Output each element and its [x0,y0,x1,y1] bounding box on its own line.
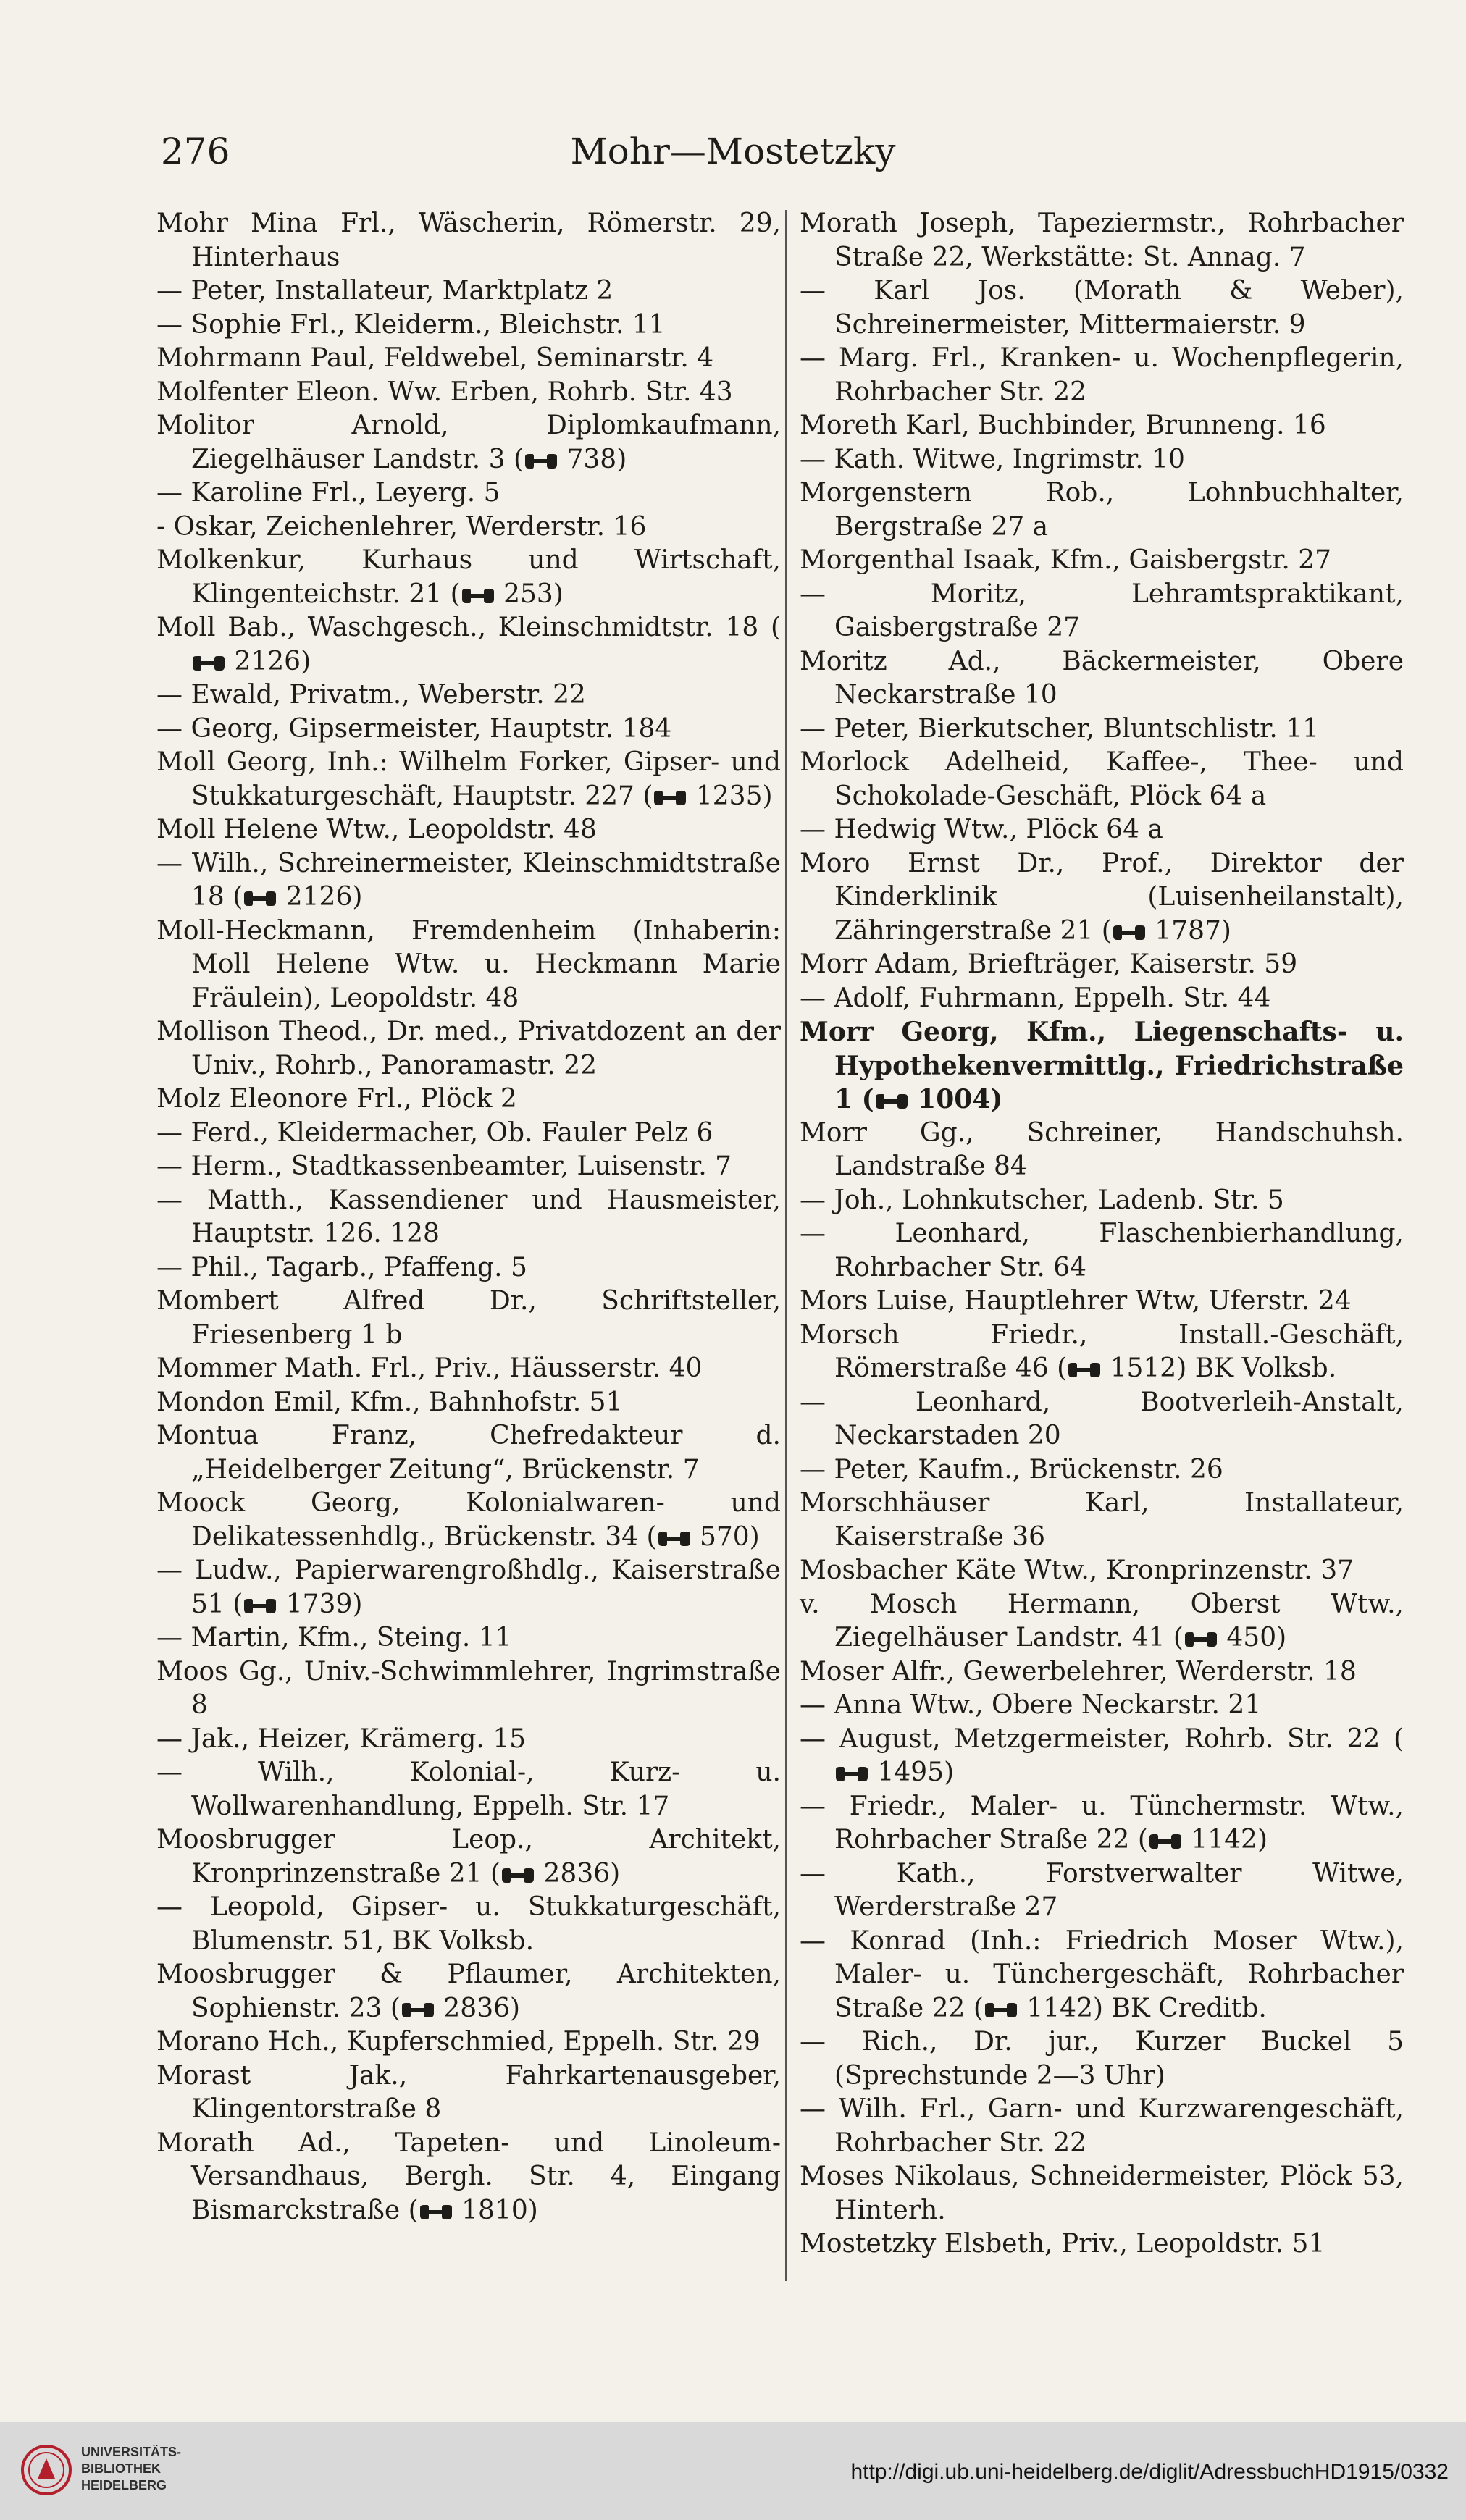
directory-entry [800,1487,1404,1554]
entry-text: — Joh., Lohnkutscher, Ladenb. Str. 5 [800,1185,1284,1215]
directory-entry [156,376,781,410]
directory-entry [800,847,1404,949]
directory-entry [800,1689,1404,1723]
entry-text: v. Mosch Hermann, Oberst Wtw., Ziegelhäuser Landstr. 41 ( [800,1589,1404,1652]
directory-entry [800,544,1404,578]
entry-text: Moritz Ad., Bäckermeister, Obere Neckarstraße 10 [800,646,1404,710]
entry-text: — Jak., Heizer, Krämerg. 15 [156,1723,527,1754]
phone-number: 738 [566,444,617,474]
entry-text: Moosbrugger Leop., Architekt, Kronprinzenstraße 21 ( [156,1825,781,1889]
entry-text: — Wilh., Schreinermeister, Kleinschmidtstraße 18 ( [156,848,781,912]
entry-text: — Leonhard, Bootverleih-Anstalt, Neckarstaden 20 [800,1387,1404,1450]
directory-entry [800,1386,1404,1453]
entry-text-after: ) [553,579,564,609]
directory-entry [156,409,781,476]
directory-entry [800,2025,1404,2093]
phone-number: 253 [503,579,553,609]
entry-text: — Moritz, Lehramtspraktikant, Gaisbergstraße 27 [800,579,1404,642]
directory-entry [800,274,1404,342]
telephone-icon [1148,1834,1183,1849]
directory-entry [156,1723,781,1757]
entry-text: — Sophie Frl., Kleiderm., Bleichstr. 11 [156,309,666,340]
entry-text: — Ferd., Kleidermacher, Ob. Fauler Pelz 6 [156,1117,713,1148]
directory-entry [800,1453,1404,1487]
directory-entry [800,409,1404,443]
entry-text: — Martin, Kfm., Steing. 11 [156,1623,512,1652]
phone-number: 1235 [695,781,763,811]
entry-text: — Konrad (Inh.: Friedrich Moser Wtw.), Maler- u. Tünchergeschäft, Rohrbacher Straße 22 ( [800,1925,1404,2023]
entry-text: Moosbrugger & Pflaumer, Architekten, Sophienstr. 23 ( [156,1960,781,2023]
entry-text-after: ) [1257,1825,1268,1855]
directory-entry [156,1487,781,1554]
entry-text: Moreth Karl, Buchbinder, Brunneng. 16 [800,411,1326,440]
entry-text-after: ) [990,1084,1003,1114]
directory-entry [800,1588,1404,1655]
viewer-footer [0,2422,1466,2520]
entry-text-after: ) [762,781,773,811]
directory-entry [800,1790,1404,1857]
telephone-icon [524,453,558,469]
entry-text: — Friedr., Maler- u. Tünchermstr. Wtw., Rohrbacher Straße 22 ( [800,1791,1404,1855]
entry-text: Moos Gg., Univ.-Schwimmlehrer, Ingrimstraße 8 [156,1656,781,1720]
entry-text-after: ) [610,1858,621,1889]
page-number: 276 [161,130,230,172]
telephone-icon [1067,1362,1102,1378]
directory-entry [800,342,1404,409]
entry-text: — Matth., Kassendiener und Hausmeister, Hauptstr. 126. 128 [156,1185,781,1248]
phone-number: 1495 [877,1757,944,1787]
directory-entry [800,713,1404,747]
entry-text-after: ) [527,2195,538,2225]
entry-text: — Georg, Gipsermeister, Hauptstr. 184 [156,713,672,744]
phone-number: 1004 [918,1084,991,1114]
entry-text: Moock Georg, Kolonialwaren- und Delikatessenhdlg., Brückenstr. 34 ( [156,1488,781,1552]
directory-entry [156,1891,781,1958]
directory-entry [800,207,1404,274]
page-title: Mohr—Mostetzky [570,130,896,172]
phone-number: 570 [699,1521,750,1552]
directory-entry [800,813,1404,847]
entry-text: Morast Jak., Fahrkartenausgeber, Klingentorstraße 8 [156,2060,781,2124]
entry-text-after: ) [352,1589,363,1619]
directory-entry [800,1655,1404,1689]
entry-text: Moll-Heckmann, Fremdenheim (Inhaberin: Moll Helene Wtw. u. Heckmann Marie Fräulein), Leopoldstr. 48 [156,915,781,1013]
entry-text: Mollison Theod., Dr. med., Privatdozent an der Univ., Rohrb., Panoramastr. 22 [156,1017,781,1080]
entry-text: — Karoline Frl., Leyerg. 5 [156,478,500,508]
directory-entry [156,476,781,511]
library-name: UNIVERSITÄTS- BIBLIOTHEK HEIDELBERG [81,2445,182,2492]
telephone-icon [243,1598,277,1614]
directory-entry [156,1756,781,1823]
entry-text: — Rich., Dr. jur., Kurzer Buckel 5 (Sprechstunde 2—3 Uhr) [800,2027,1404,2091]
directory-entry [156,308,781,343]
phone-number: 2126 [285,882,353,912]
telephone-icon [984,2002,1018,2018]
phone-number: 1787 [1155,915,1221,946]
directory-entry [800,443,1404,477]
entry-text-after: ) [616,444,627,474]
entry-text-after: ) [510,1993,521,2023]
phone-number: 450 [1226,1623,1277,1652]
entry-text: Mohrmann Paul, Feldwebel, Seminarstr. 4 [156,343,714,373]
telephone-icon [653,790,687,806]
entry-text: — Peter, Kaufm., Brückenstr. 26 [800,1454,1223,1484]
directory-entry [800,2227,1404,2261]
telephone-icon [1184,1631,1218,1647]
directory-entry [800,1857,1404,1925]
page-url-link[interactable]: http://digi.ub.uni-heidelberg.de/diglit/AdressbuchHD1915/0332 [850,2460,1449,2484]
telephone-icon [401,2002,435,2018]
directory-entry [800,948,1404,982]
directory-entry [156,1117,781,1151]
entry-text: Morgenstern Rob., Lohnbuchhalter, Bergstraße 27 a [800,478,1404,542]
entry-text: Mors Luise, Hauptlehrer Wtw, Uferstr. 24 [800,1286,1352,1316]
entry-text: — Wilh., Kolonial-, Kurz- u. Wollwarenhandlung, Eppelh. Str. 17 [156,1757,781,1821]
directory-entry [156,1823,781,1891]
entry-text: Mommer Math. Frl., Priv., Häusserstr. 40 [156,1353,703,1383]
telephone-icon [874,1093,909,1109]
entry-text: Moll Helene Wtw., Leopoldstr. 48 [156,815,597,844]
directory-entry [156,1184,781,1251]
phone-number: 2836 [543,1858,611,1889]
entry-text: Morlock Adelheid, Kaffee-, Thee- und Schokolade-Geschäft, Plöck 64 a [800,747,1404,811]
university-seal-icon [20,2444,72,2496]
phone-number: 1142 [1191,1825,1257,1855]
entry-text: Mosbacher Käte Wtw., Kronprinzenstr. 37 [800,1555,1354,1585]
page-header [0,0,1466,188]
entry-text: Moro Ernst Dr., Prof., Direktor der Kinderklinik (Luisenheilanstalt), Zähringerstraße 21 ( [800,848,1404,946]
directory-entry [800,2093,1404,2160]
entry-text: Moll Bab., Waschgesch., Kleinschmidtstr. 18 ( [156,613,781,642]
directory-entry [156,611,781,679]
entry-text: Morr Adam, Briefträger, Kaiserstr. 59 [800,949,1298,979]
directory-entry [156,1386,781,1420]
telephone-icon [461,588,495,604]
directory-entry [156,2059,781,2127]
entry-text: Morsch Friedr., Install.-Geschäft, Römerstraße 46 ( [800,1319,1404,1383]
directory-entry [800,1217,1404,1285]
entry-text-after: ) [301,646,311,676]
directory-entry [800,1723,1404,1790]
directory-entry [800,578,1404,645]
entry-text: Morano Hch., Kupferschmied, Eppelh. Str. 29 [156,2027,761,2057]
entry-text-after: ) BK Creditb. [1092,1993,1267,2023]
directory-entry [156,847,781,915]
entry-text: — Herm., Stadtkassenbeamter, Luisenstr. 7 [156,1151,732,1181]
entry-text: — Wilh. Frl., Garn- und Kurzwarengeschäft, Rohrbacher Str. 22 [800,2094,1404,2158]
entry-text: Mohr Mina Frl., Wäscherin, Römerstr. 29, Hinterhaus [156,209,781,272]
directory-entry [156,746,781,813]
entry-text: — Kath. Witwe, Ingrimstr. 10 [800,444,1185,474]
entry-text: Molitor Arnold, Diplomkaufmann, Ziegelhäuser Landstr. 3 ( [156,411,781,474]
entry-text: Morschhäuser Karl, Installateur, Kaiserstraße 36 [800,1488,1404,1552]
entry-text: Morr Georg, Kfm., Liegenschafts- u. Hypothekenvermittlg., Friedrichstraße 1 ( [800,1017,1404,1114]
directory-entry [800,1184,1404,1218]
directory-entry [800,746,1404,813]
entry-text: — Adolf, Fuhrmann, Eppelh. Str. 44 [800,983,1271,1013]
entry-text: — Leonhard, Flaschenbierhandlung, Rohrbacher Str. 64 [800,1219,1404,1282]
entry-text: — Peter, Bierkutscher, Bluntschlistr. 11 [800,713,1320,744]
telephone-icon [834,1766,869,1782]
directory-entry [156,1554,781,1621]
entry-text-after: ) BK Volksb. [1176,1353,1337,1383]
directory-entry [800,1925,1404,2026]
directory-entry [800,1117,1404,1184]
directory-entry [156,544,781,611]
directory-entry [156,1655,781,1723]
phone-number: 1512 [1110,1353,1177,1383]
directory-entry [800,2160,1404,2227]
directory-entry [800,1285,1404,1319]
telephone-icon [657,1531,692,1547]
entry-text: Moses Nikolaus, Schneidermeister, Plöck 53, Hinterh. [800,2162,1404,2225]
entry-text: — Phil., Tagarb., Pfaffeng. 5 [156,1252,527,1282]
entry-text: Morgenthal Isaak, Kfm., Gaisbergstr. 27 [800,545,1332,575]
entry-text: Moser Alfr., Gewerbelehrer, Werderstr. 18 [800,1656,1357,1687]
directory-entry [800,476,1404,544]
phone-number: 1739 [285,1589,353,1619]
telephone-icon [243,891,277,907]
entry-text-after: ) [944,1757,955,1787]
entry-text: — Ludw., Papierwarengroßhdlg., Kaiserstraße 51 ( [156,1555,781,1619]
entry-text: Montua Franz, Chefredakteur d. „Heidelberger Zeitung“, Brückenstr. 7 [156,1421,781,1484]
entry-text: — Kath., Forstverwalter Witwe, Werderstraße 27 [800,1858,1404,1922]
entry-text-after: ) [352,882,363,912]
directory-entry [800,645,1404,713]
entry-text: - Oskar, Zeichenlehrer, Werderstr. 16 [156,511,647,542]
phone-number: 2836 [443,1993,511,2023]
entry-text: Molz Eleonore Frl., Plöck 2 [156,1084,517,1114]
entry-text: Molfenter Eleon. Ww. Erben, Rohrb. Str. 43 [156,377,733,407]
entry-text: Mombert Alfred Dr., Schriftsteller, Friesenberg 1 b [156,1286,781,1350]
directory-entry [156,2025,781,2059]
entry-text: Molkenkur, Kurhaus und Wirtschaft, Klingenteichstr. 21 ( [156,545,781,609]
left-column [156,207,781,2227]
directory-entry [156,342,781,376]
telephone-icon [500,1868,535,1883]
directory-entry [156,2127,781,2228]
directory-entry [800,1554,1404,1588]
directory-entry [156,1419,781,1487]
directory-entry [156,1251,781,1285]
directory-entry [156,713,781,747]
directory-entry [156,915,781,1016]
directory-entry [156,1083,781,1117]
directory-entry [156,1285,781,1352]
directory-entry [800,982,1404,1016]
entry-text: — Hedwig Wtw., Plöck 64 a [800,815,1163,844]
entry-text: Morath Ad., Tapeten- und Linoleum-Versandhaus, Bergh. Str. 4, Eingang Bismarckstraße ( [156,2128,781,2225]
telephone-icon [1112,925,1147,941]
entry-text: Mondon Emil, Kfm., Bahnhofstr. 51 [156,1387,623,1417]
right-column [800,207,1404,2261]
entry-text: — Leopold, Gipser- u. Stukkaturgeschäft, Blumenstr. 51, BK Volksb. [156,1892,781,1956]
entry-text: — Peter, Installateur, Marktplatz 2 [156,276,613,306]
directory-entry [156,1150,781,1184]
entry-text: — Marg. Frl., Kranken- u. Wochenpflegerin, Rohrbacher Str. 22 [800,343,1404,407]
directory-entry [800,1015,1404,1117]
entry-text-after: ) [1220,915,1231,946]
directory-entry [156,1958,781,2025]
entry-text-after: ) [749,1521,760,1552]
directory-entry [156,207,781,274]
entry-text: — Karl Jos. (Morath & Weber), Schreinermeister, Mittermaierstr. 9 [800,276,1404,340]
telephone-icon [419,2204,453,2220]
entry-text: Morath Joseph, Tapeziermstr., Rohrbacher Straße 22, Werkstätte: St. Annag. 7 [800,209,1404,272]
entry-text: — Anna Wtw., Obere Neckarstr. 21 [800,1690,1262,1720]
directory-entry [156,679,781,713]
phone-number: 1142 [1026,1993,1093,2023]
directory-entry [156,511,781,545]
entry-text: — Ewald, Privatm., Weberstr. 22 [156,680,586,710]
directory-entry [156,1015,781,1083]
phone-number: 1810 [461,2195,528,2225]
entry-text-after: ) [1276,1623,1287,1652]
directory-entry [156,274,781,308]
entry-text: Moll Georg, Inh.: Wilhelm Forker, Gipser- und Stukkaturgeschäft, Hauptstr. 227 ( [156,747,781,811]
entry-text: — August, Metzgermeister, Rohrb. Str. 22 ( [800,1723,1404,1754]
directory-entry [156,1621,781,1655]
entry-text: Mostetzky Elsbeth, Priv., Leopoldstr. 51 [800,2229,1325,2259]
column-divider [785,210,787,2281]
directory-entry [156,813,781,847]
phone-number: 2126 [234,646,301,676]
directory-entry [800,1319,1404,1386]
telephone-icon [191,655,226,671]
entry-text: Morr Gg., Schreiner, Handschuhsh. Landstraße 84 [800,1117,1404,1181]
directory-entry [156,1352,781,1386]
